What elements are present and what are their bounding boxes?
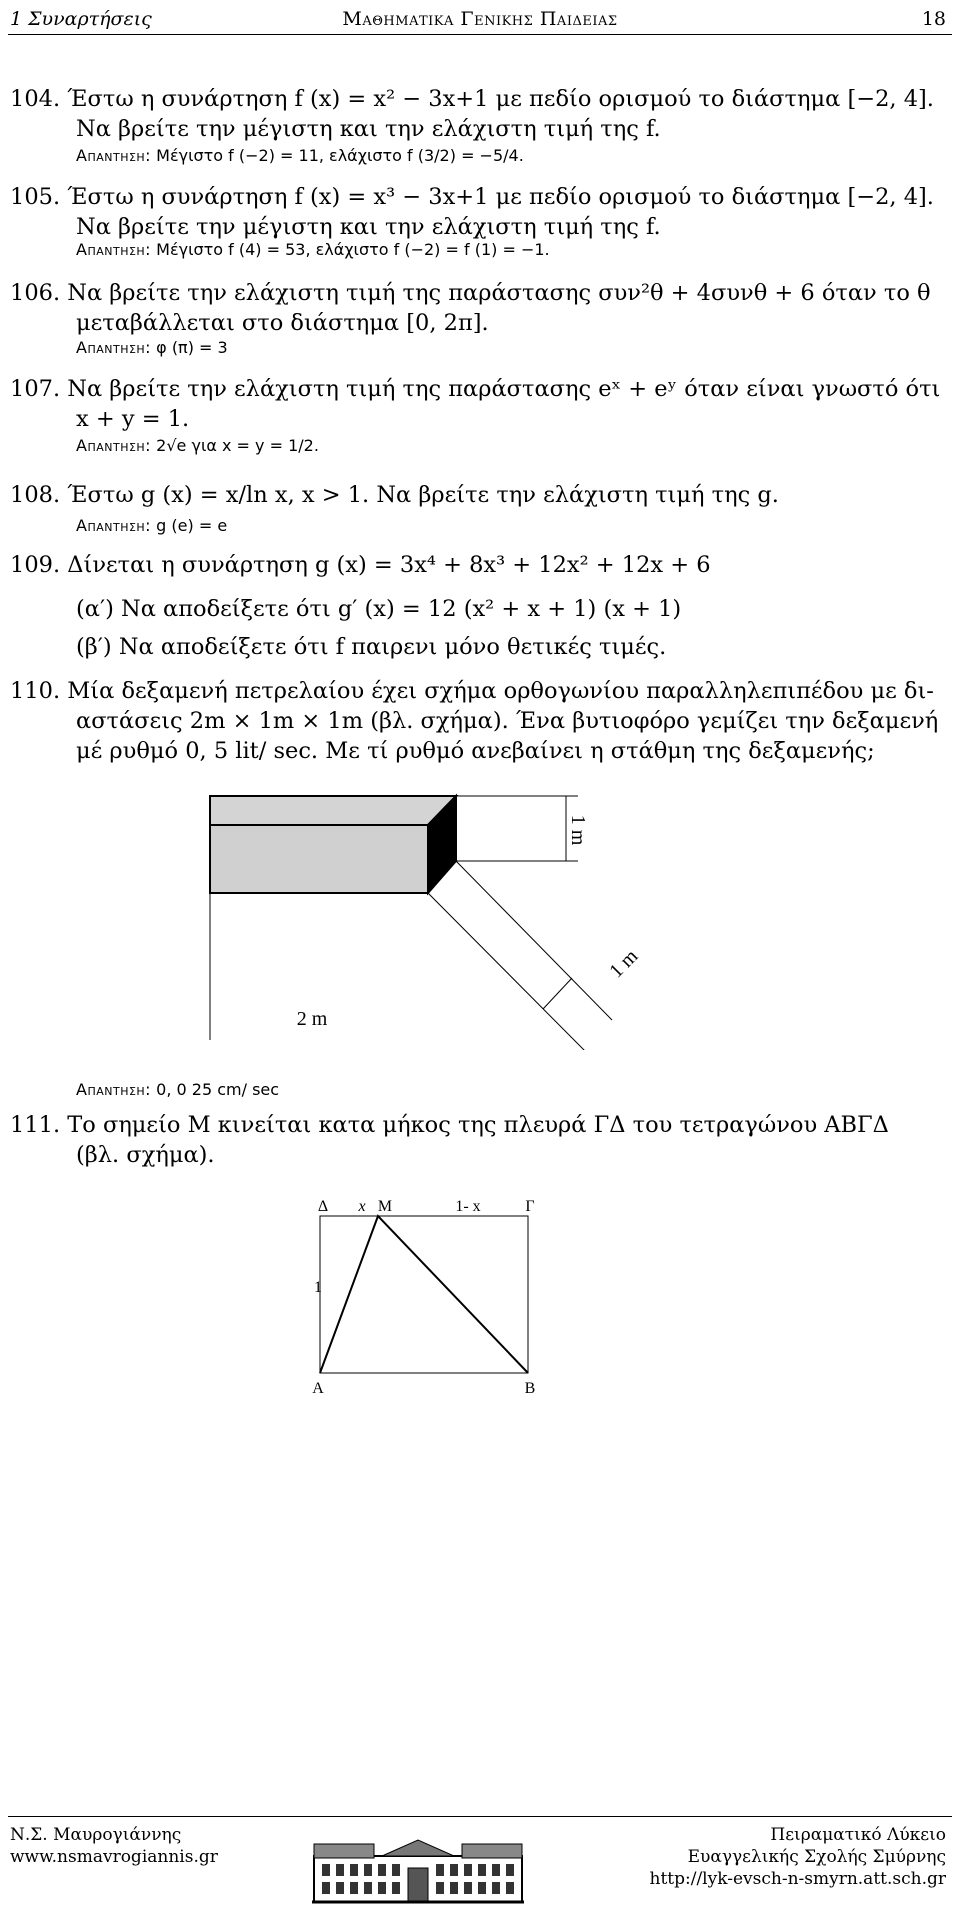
problem-text: Έστω g (x) = x/ln x, x > 1. Να βρείτε την ελάχιστη τιμή της g. [67, 482, 779, 508]
footer-left [10, 1824, 218, 1868]
problem-109 [10, 550, 950, 580]
problem-106 [10, 278, 950, 338]
problem-number: 105. [10, 184, 61, 210]
problem-number: 106. [10, 280, 61, 306]
problem-text: Το σημείο M κινείται κατα μήκος της πλευρά ΓΔ του τετραγώνου ΑΒΓΔ [67, 1112, 889, 1138]
answer-110 [76, 1080, 279, 1099]
problem-number: 109. [10, 552, 61, 578]
problem-text: (βλ. σχήμα). [76, 1142, 215, 1168]
problem-number: 111. [10, 1112, 61, 1138]
problem-111 [10, 1110, 950, 1170]
school-name: Πειραματικό Λύκειο [770, 1825, 946, 1845]
problem-text: Να βρείτε την μέγιστη και την ελάχιστη τιμή της f. [76, 214, 661, 240]
problem-text: Να βρείτε την ελάχιστη τιμή της παράστασης eˣ + eʸ όταν είναι γνωστό ότι [67, 376, 941, 402]
answer-text: φ (π) = 3 [156, 338, 228, 357]
dim-line [428, 893, 586, 1050]
answer-label: Απαντηση: [76, 1080, 152, 1099]
footer-rule [8, 1816, 952, 1817]
problem-text: Να βρείτε την μέγιστη και την ελάχιστη τιμή της f. [76, 116, 661, 142]
width-label: 2 m [296, 1008, 328, 1030]
answer-text: Μέγιστο f (4) = 53, ελάχιστο f (−2) = f (1) = −1. [156, 240, 550, 259]
dim-line [543, 978, 572, 1009]
label-B: B [524, 1380, 536, 1397]
answer-text: 0, 0 25 cm/ sec [156, 1080, 280, 1099]
problem-text: x + y = 1. [76, 406, 190, 432]
tank-top-face [210, 796, 456, 825]
triangle-AMB [320, 1216, 528, 1373]
problem-number: 104. [10, 86, 61, 112]
answer-label: Απαντηση: [76, 240, 152, 259]
answer-text: Μέγιστο f (−2) = 11, ελάχιστο f (3/2) = −5/4. [156, 146, 524, 165]
label-G: Γ [525, 1198, 535, 1215]
header-rule [8, 34, 952, 35]
answer-105 [76, 240, 550, 259]
depth-label: 1 m [605, 945, 643, 983]
problem-text: Δίνεται η συνάρτηση g (x) = 3x⁴ + 8x³ + 12x² + 12x + 6 [67, 552, 711, 578]
author-name: Ν.Σ. Μαυρογιάννης [10, 1825, 182, 1845]
school-url: http://lyk-evsch-n-smyrn.att.sch.gr [649, 1869, 946, 1889]
label-side-1: 1 [314, 1279, 322, 1296]
answer-text: g (e) = e [156, 516, 228, 535]
height-label: 1 m [567, 814, 589, 846]
problem-104 [10, 84, 950, 144]
square-figure [0, 1190, 960, 1400]
label-1-minus-x: 1- x [455, 1198, 481, 1215]
tank-front-face [210, 825, 428, 893]
problem-text: αστάσεις 2m × 1m × 1m (βλ. σχήμα). Ένα βυτιοφόρο γεμίζει την δεξαμενή [76, 708, 939, 734]
problem-107 [10, 374, 950, 434]
square-outline [320, 1216, 528, 1373]
answer-text: 2√e για x = y = 1/2. [156, 436, 319, 455]
answer-label: Απαντηση: [76, 436, 152, 455]
problem-text: Μία δεξαμενή πετρελαίου έχει σχήμα ορθογωνίου παραλληλεπιπέδου με δι- [67, 678, 934, 704]
answer-label: Απαντηση: [76, 338, 152, 357]
school-name-line2: Ευαγγελικής Σχολής Σμύρνης [687, 1847, 946, 1867]
problem-number: 110. [10, 678, 61, 704]
answer-104 [76, 146, 524, 165]
problem-text: μεταβάλλεται στο διάστημα [0, 2π]. [76, 310, 489, 336]
subitem-a: (α′) Να αποδείξετε ότι g′ (x) = 12 (x² + x + 1) (x + 1) [76, 596, 682, 622]
tank-figure [0, 760, 960, 1050]
label-x: x [358, 1198, 366, 1215]
label-D: Δ [317, 1198, 329, 1215]
answer-107 [76, 436, 319, 455]
problem-110 [10, 676, 950, 766]
subitem-b: (β′) Να αποδείξετε ότι f παιρενι μόνο θετικές τιμές. [76, 634, 667, 660]
answer-label: Απαντηση: [76, 516, 152, 535]
problem-108 [10, 480, 950, 510]
label-M: M [377, 1198, 393, 1215]
author-website: www.nsmavrogiannis.gr [10, 1847, 218, 1867]
problem-105 [10, 182, 950, 242]
footer-right [650, 1824, 947, 1890]
problem-text: Να βρείτε την ελάχιστη τιμή της παράστασης συν²θ + 4συνθ + 6 όταν το θ [67, 280, 931, 306]
problem-number: 107. [10, 376, 61, 402]
book-title: Μαθηματικα Γενικης Παιδειας [342, 8, 618, 30]
page-number: 18 [921, 8, 946, 30]
answer-106 [76, 338, 228, 357]
problem-number: 108. [10, 482, 61, 508]
label-A: A [312, 1380, 324, 1397]
answer-108 [76, 516, 227, 535]
chapter-title: 1 Συναρτήσεις [10, 8, 152, 30]
answer-label: Απαντηση: [76, 146, 152, 165]
problem-text: Έστω η συνάρτηση f (x) = x² − 3x+1 με πεδίο ορισμού το διάστημα [−2, 4]. [67, 86, 934, 112]
school-building-logo [312, 1838, 524, 1906]
problem-text: μέ ρυθμό 0, 5 lit/ sec. Με τί ρυθμό ανεβαίνει η στάθμη της δεξαμενής; [76, 738, 875, 764]
problem-text: Έστω η συνάρτηση f (x) = x³ − 3x+1 με πεδίο ορισμού το διάστημα [−2, 4]. [67, 184, 934, 210]
dim-line [456, 861, 612, 1020]
